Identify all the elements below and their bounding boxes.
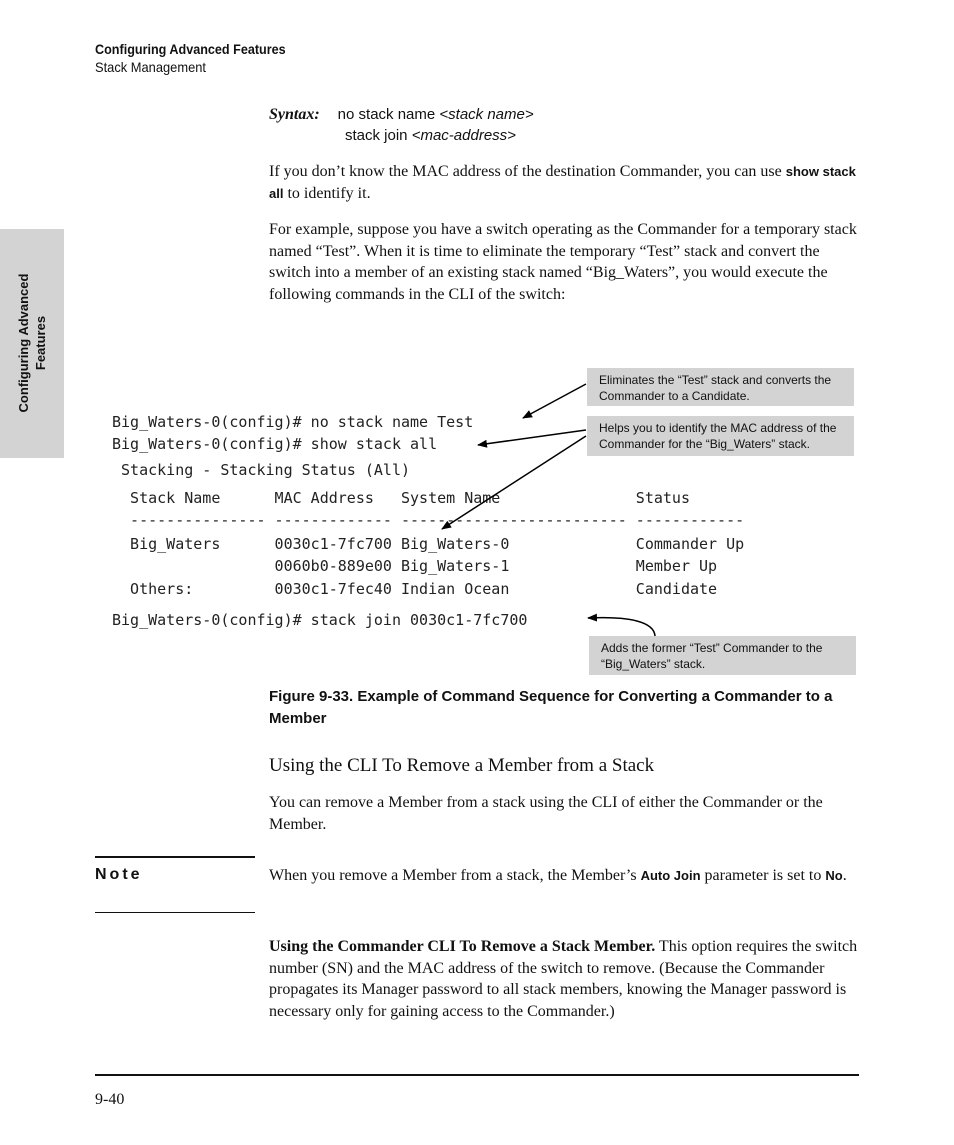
note-bottom-rule bbox=[95, 912, 255, 913]
syntax-label: Syntax: bbox=[269, 106, 320, 123]
cli-table-header: Stack Name MAC Address System Name Status bbox=[112, 489, 690, 507]
cli-line: Big_Waters-0(config)# show stack all bbox=[112, 435, 438, 453]
section-paragraph: You can remove a Member from a stack using the CLI of either the Commander or the Member. bbox=[269, 794, 823, 833]
figure-caption: Figure 9-33. Example of Command Sequence for Converting a Commander to a Member bbox=[269, 688, 833, 727]
subsection-paragraph bbox=[269, 936, 859, 1022]
cli-table-row: Big_Waters 0030c1-7fc700 Big_Waters-0 Commander Up bbox=[112, 535, 745, 553]
note-label: Note bbox=[95, 866, 143, 883]
note-top-rule bbox=[95, 856, 255, 858]
page-number: 9-40 bbox=[95, 1091, 125, 1108]
syntax-command-2: stack join bbox=[345, 127, 412, 144]
side-tab-line-1: Configuring Advanced bbox=[16, 273, 31, 413]
cli-table-row: Others: 0030c1-7fec40 Indian Ocean Candidate bbox=[112, 580, 718, 598]
para1-text-after: to identify it. bbox=[283, 184, 371, 202]
note-text bbox=[269, 865, 859, 887]
arrow-to-show-stack-all bbox=[478, 430, 586, 445]
callout-no-stack-name: Eliminates the “Test” stack and converts the Commander to a Candidate. bbox=[587, 368, 854, 406]
cli-line: Big_Waters-0(config)# stack join 0030c1-7fc700 bbox=[112, 611, 528, 629]
syntax-param-2: <mac-address> bbox=[411, 127, 516, 144]
side-tab-line-2: Features bbox=[33, 315, 48, 371]
running-header-title: Configuring Advanced Features bbox=[95, 41, 286, 57]
note-text-before: When you remove a Member from a stack, the Member’s bbox=[269, 867, 641, 884]
cli-line: Stacking - Stacking Status (All) bbox=[112, 461, 411, 479]
section-heading: Using the CLI To Remove a Member from a Stack bbox=[269, 755, 655, 776]
arrow-to-stack-join bbox=[588, 618, 655, 636]
show-stack-all-command: show stack all bbox=[269, 164, 856, 201]
cli-table-row: 0060b0-889e00 Big_Waters-1 Member Up bbox=[112, 557, 718, 575]
para1-text-before: If you don’t know the MAC address of the destination Commander, you can use bbox=[269, 163, 786, 180]
paragraph-example: For example, suppose you have a switch operating as the Commander for a temporary stack named “Test”. When it is time to eliminate the temporary “Test” stack and convert the switch into a member of an existing stack named “Big_Waters”, you would execute the following commands in the CLI of the switch: bbox=[269, 221, 857, 303]
arrow-to-no-stack-name bbox=[523, 384, 586, 418]
syntax-param-1: <stack name> bbox=[439, 106, 534, 123]
footer-rule bbox=[95, 1074, 859, 1076]
auto-join-parameter: Auto Join bbox=[640, 868, 701, 883]
callout-show-stack-all: Helps you to identify the MAC address of the Commander for the “Big_Waters” stack. bbox=[587, 416, 854, 456]
subsection-text: This option requires the switch number (SN) and the MAC address of the switch to remove. (Because the Commander propagates its Manager password to all stack members, knowing the Manager password is necessary only for gaining access to the Commander.) bbox=[269, 938, 858, 1020]
no-value: No bbox=[825, 868, 843, 883]
arrow-to-mac-address bbox=[442, 436, 586, 529]
cli-table-divider: --------------- ------------- ------------------------- ------------ bbox=[112, 511, 745, 529]
note-text-after: . bbox=[842, 867, 847, 884]
syntax-command-1: no stack name bbox=[337, 106, 440, 123]
subsection-lead: Using the Commander CLI To Remove a Stack Member. bbox=[269, 938, 656, 955]
cli-line: Big_Waters-0(config)# no stack name Test bbox=[112, 413, 474, 431]
running-header-subtitle: Stack Management bbox=[95, 59, 206, 75]
note-text-middle: parameter is set to bbox=[700, 867, 826, 884]
callout-stack-join: Adds the former “Test” Commander to the “Big_Waters” stack. bbox=[589, 636, 856, 675]
